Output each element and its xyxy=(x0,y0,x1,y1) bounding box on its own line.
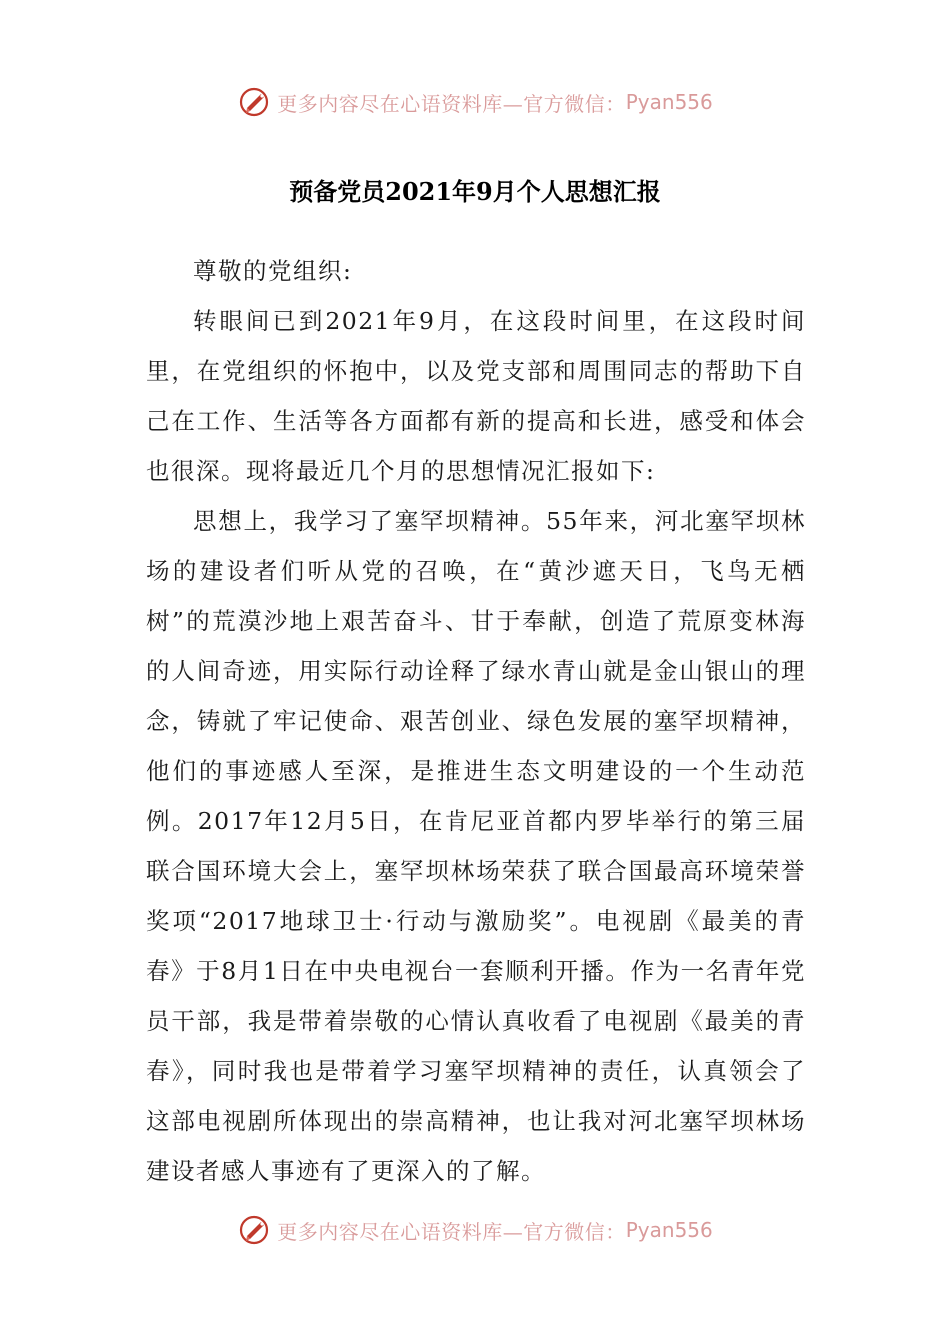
banner-slogan: 更多内容尽在心语资料库—官方微信： xyxy=(277,1219,626,1244)
header-banner xyxy=(0,82,950,122)
pen-logo-icon xyxy=(237,84,273,120)
saihanba-paragraph: 思想上，我学习了塞罕坝精神。55年来，河北塞罕坝林场的建设者们听从党的召唤，在“黄沙遮天日，飞鸟无栖树”的荒漠沙地上艰苦奋斗、甘于奉献，创造了荒原变林海的人间奇迹，用实际行动诠释了绿水青山就是金山银山的理念，铸就了牢记使命、艰苦创业、绿色发展的塞罕坝精神，他们的事迹感人至深，是推进生态文明建设的一个生动范例。2017年12月5日，在肯尼亚首都内罗毕举行的第三届联合国环境大会上，塞罕坝林场荣获了联合国最高环境荣誉奖项“2017地球卫士·行动与激励奖”。电视剧《最美的青春》于8月1日在中央电视台一套顺利开播。作为一名青年党员干部，我是带着崇敬的心情认真收看了电视剧《最美的青春》，同时我也是带着学习塞罕坝精神的责任，认真领会了这部电视剧所体现出的崇高精神，也让我对河北塞罕坝林场建设者感人事迹有了更深入的了解。 xyxy=(146,507,806,1185)
banner-wechat-id: Pyan556 xyxy=(625,1218,713,1242)
pen-logo-icon xyxy=(237,1212,273,1248)
salutation-paragraph: 尊敬的党组织: xyxy=(193,257,353,285)
document-title: 预备党员2021年9月个人思想汇报 xyxy=(289,177,661,206)
banner-wechat-id: Pyan556 xyxy=(625,90,713,114)
intro-paragraph: 转眼间已到2021年9月，在这段时间里，在这段时间里，在党组织的怀抱中，以及党支部和周围同志的帮助下自己在工作、生活等各方面都有新的提高和长进，感受和体会也很深。现将最近几个月的思想情况汇报如下: xyxy=(146,307,806,485)
document-body xyxy=(146,246,806,1196)
footer-banner xyxy=(0,1210,950,1250)
banner-slogan: 更多内容尽在心语资料库—官方微信： xyxy=(277,91,626,116)
